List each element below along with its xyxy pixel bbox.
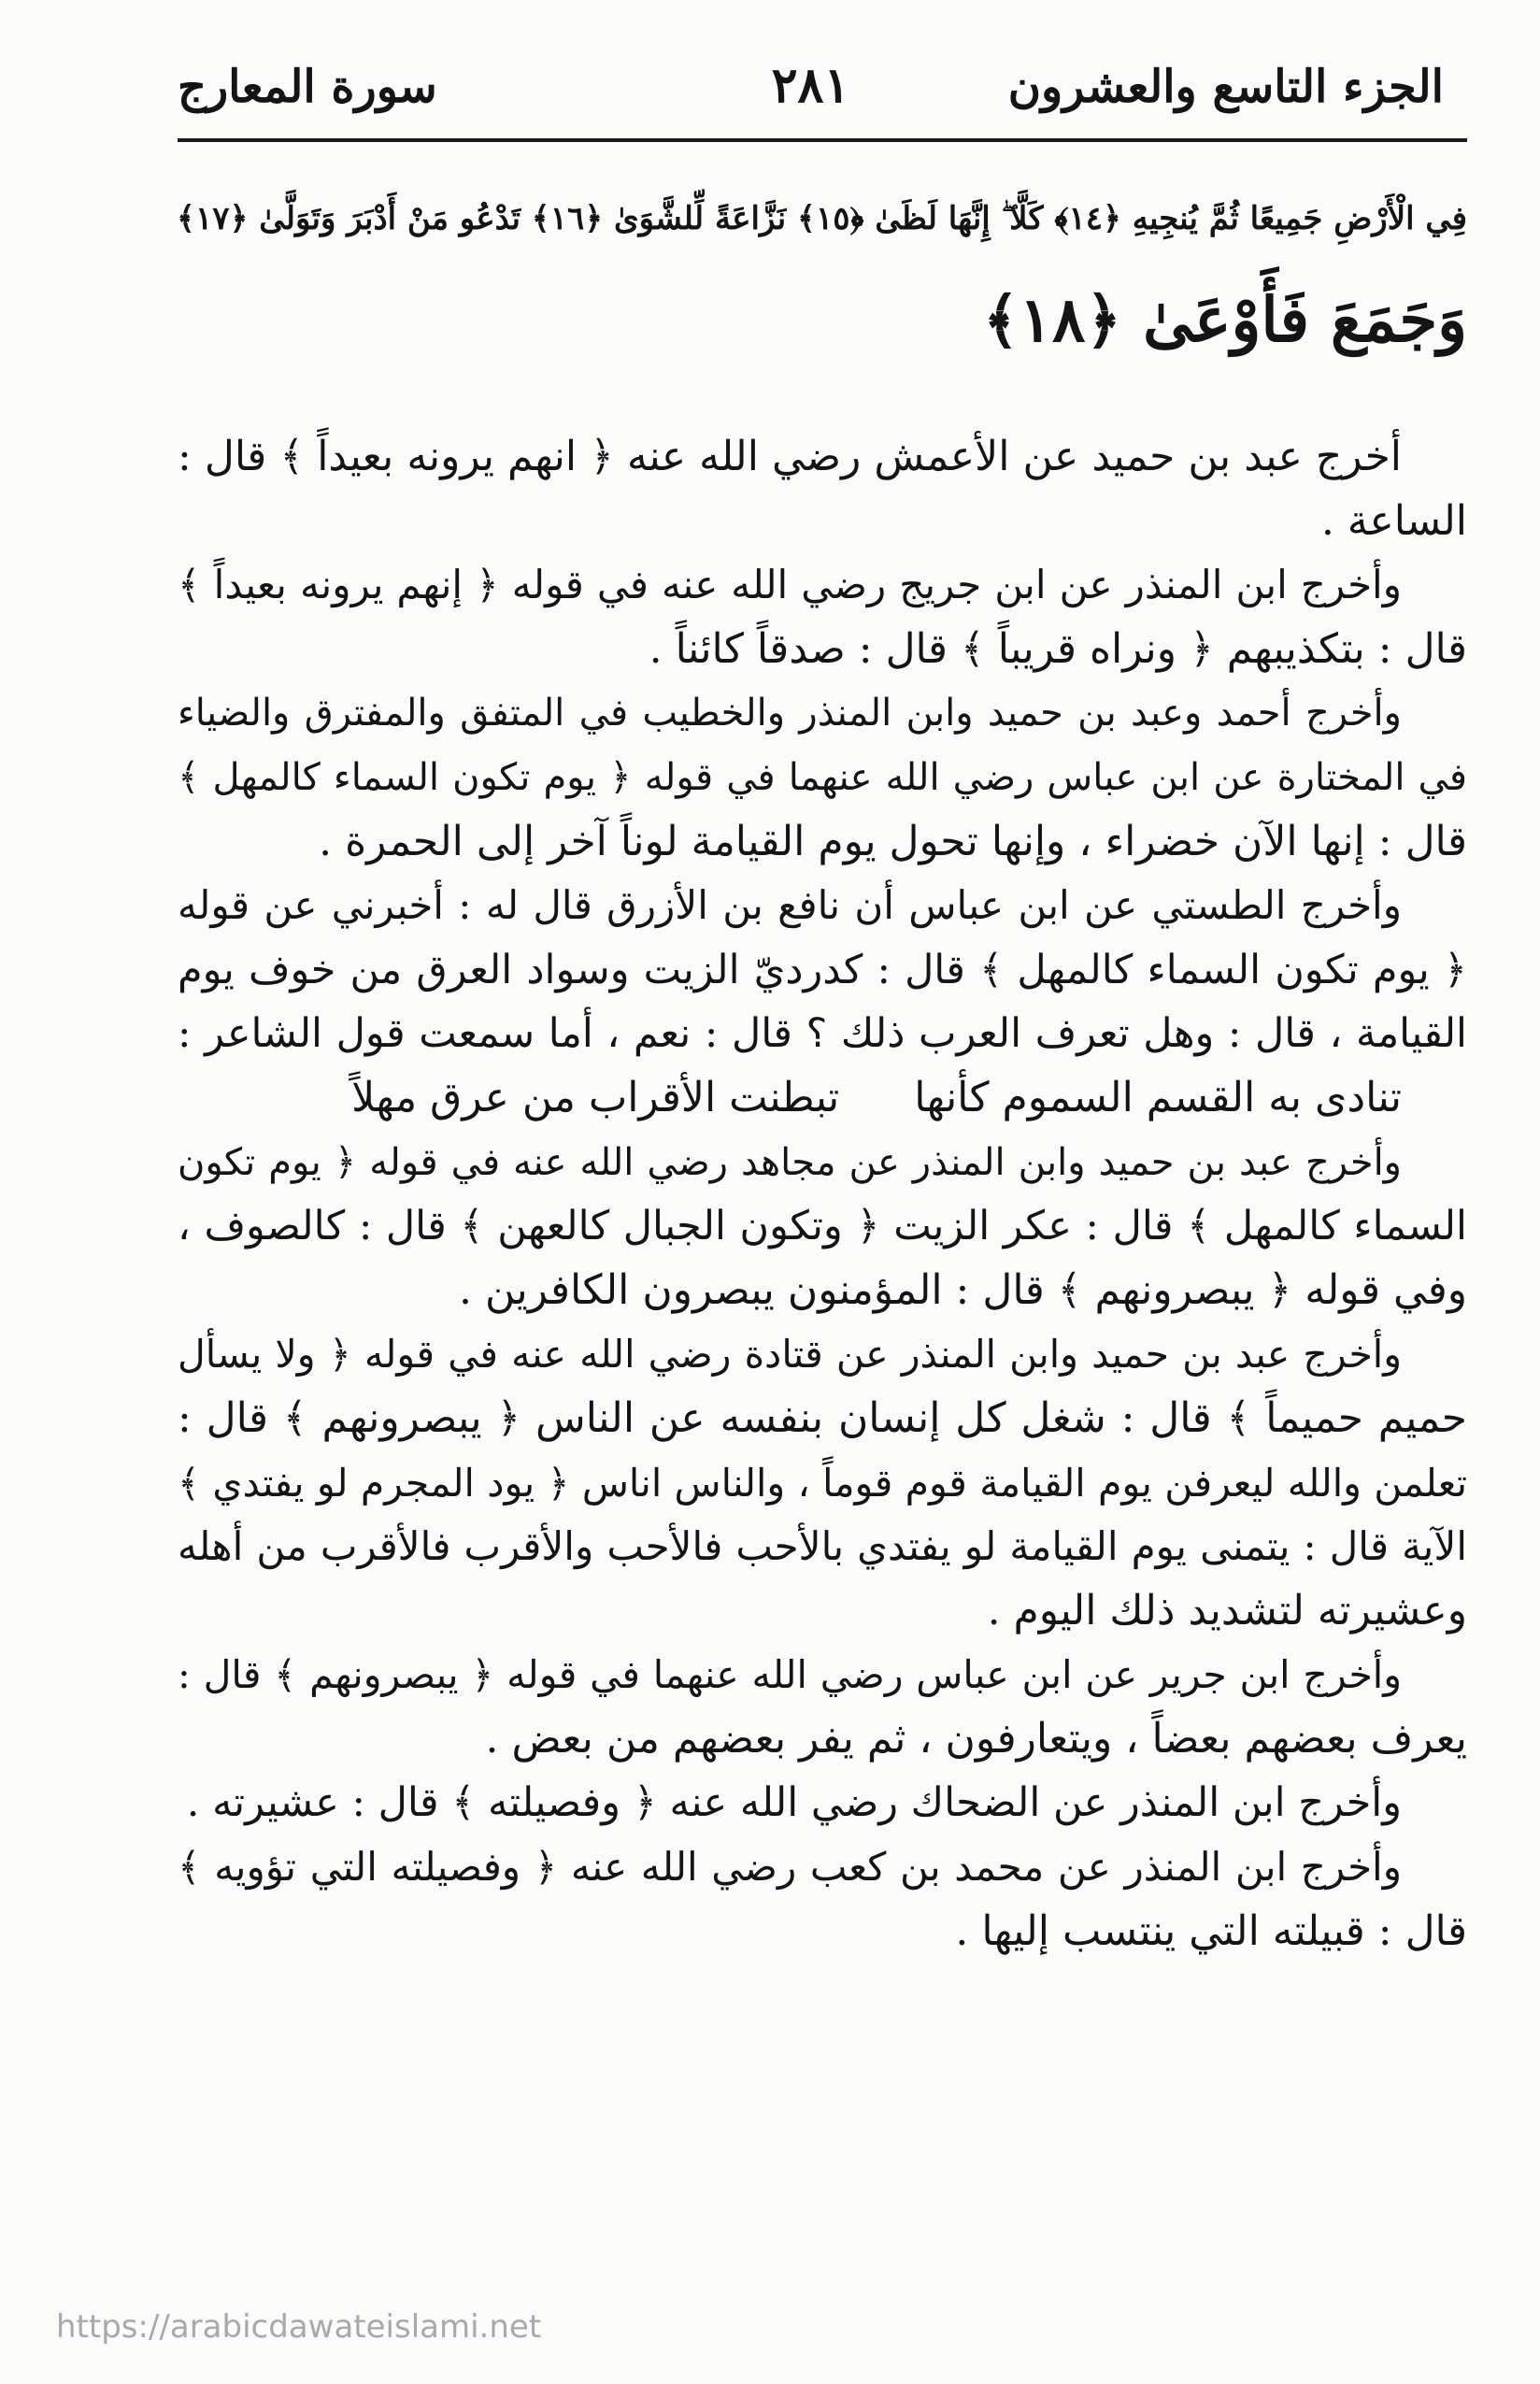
text-line: وأخرج الطستي عن ابن عباس أن نافع بن الأزرق قال له : أخبرني عن قوله	[178, 882, 1402, 929]
page-number: ٢٨١	[771, 57, 850, 114]
text-line: وعشيرته لتشديد ذلك اليوم .	[987, 1586, 1467, 1635]
text-line: في المختارة عن ابن عباس رضي الله عنهما في قوله ﴿ يوم تكون السماء كالمهل ﴾	[178, 755, 1467, 799]
poem-verse	[178, 1066, 1467, 1131]
text-line: أخرج عبد بن حميد عن الأعمش رضي الله عنه ﴿ انهم يرونه بعيداً ﴾ قال :	[178, 433, 1402, 480]
text-line: قال : بتكذيبهم ﴿ ونراه قريباً ﴾ قال : صدقاً كائناً .	[649, 624, 1467, 673]
text-line: وأخرج ابن المنذر عن محمد بن كعب رضي الله عنه ﴿ وفصيلته التي تؤويه ﴾	[178, 1844, 1402, 1891]
page-header	[178, 51, 1444, 140]
watermark-url: https://arabicdawateislami.net	[56, 2308, 542, 2346]
text-line: قال : قبيلته التي ينتسب إليها .	[955, 1906, 1467, 1955]
verse-line-1: فِي الْأَرْضِ جَمِيعًا ثُمَّ يُنجِيهِ ﴿١٤﴾ كَلَّا ۖ إِنَّهَا لَظَىٰ ﴿١٥﴾ نَزَّاعَةً لِّلشَّوَىٰ ﴿١٦﴾ تَدْعُو مَنْ أَدْبَرَ وَتَوَلَّىٰ ﴿١٧﴾	[177, 200, 1467, 237]
verse-line-2: وَجَمَعَ فَأَوْعَىٰ ﴿١٨﴾	[982, 283, 1467, 356]
text-line: ﴿ يوم تكون السماء كالمهل ﴾ قال : كدرديّ الزيت وسواد العرق من خوف يوم	[178, 946, 1467, 993]
text-line: وأخرج أحمد وعبد بن حميد وابن المنذر والخطيب في المتفق والمفترق والضياء	[178, 692, 1402, 735]
quran-verses	[178, 168, 1467, 370]
text-line: الساعة .	[1320, 496, 1467, 545]
text-line: وأخرج عبد بن حميد وابن المنذر عن قتادة رضي الله عنه في قوله ﴿ ولا يسأل	[178, 1332, 1402, 1378]
header-divider	[178, 138, 1467, 142]
juz-title: الجزء التاسع والعشرون	[1007, 61, 1444, 113]
commentary-text	[178, 425, 1467, 1963]
text-line: القيامة ، قال : وهل تعرف العرب ذلك ؟ قال : نعم ، أما سمعت قول الشاعر :	[178, 1010, 1467, 1058]
text-line: قال : إنها الآن خضراء ، وإنها تحول يوم القيامة لوناً آخر إلى الحمرة .	[319, 817, 1467, 865]
text-line: يعرف بعضهم بعضاً ، ويتعارفون ، ثم يفر بعضهم من بعض .	[485, 1714, 1467, 1763]
text-line: وأخرج ابن جرير عن ابن عباس رضي الله عنهما في قوله ﴿ يبصرونهم ﴾ قال :	[178, 1652, 1402, 1698]
text-line: وفي قوله ﴿ يبصرونهم ﴾ قال : المؤمنون يبصرون الكافرين .	[459, 1265, 1467, 1314]
text-line: السماء كالمهل ﴾ قال : عكر الزيت ﴿ وتكون الجبال كالعهن ﴾ قال : كالصوف ،	[178, 1203, 1467, 1250]
text-line: وأخرج عبد بن حميد وابن المنذر عن مجاهد رضي الله عنه في قوله ﴿ يوم تكون	[178, 1140, 1402, 1184]
text-line: حميم حميماً ﴾ قال : شغل كل إنسان بنفسه عن الناس ﴿ يبصرونهم ﴾ قال :	[178, 1393, 1467, 1442]
text-line: وأخرج ابن المنذر عن ابن جريج رضي الله عنه في قوله ﴿ إنهم يرونه بعيداً ﴾	[178, 562, 1402, 608]
poem-hemistich-2: تبطنت الأقراب من عرق مهلاً	[351, 1073, 840, 1121]
surah-title: سورة المعارج	[178, 61, 437, 113]
text-line: الآية قال : يتمنى يوم القيامة لو يفتدي بالأحب فالأحب والأقرب فالأقرب من أهله	[178, 1523, 1467, 1570]
text-line: تعلمن والله ليعرفن يوم القيامة قوم قوماً ، والناس اناس ﴿ يود المجرم لو يفتدي ﴾	[178, 1460, 1467, 1506]
text-line: وأخرج ابن المنذر عن الضحاك رضي الله عنه ﴿ وفصيلته ﴾ قال : عشيرته .	[186, 1779, 1402, 1827]
poem-hemistich-1: تنادى به القسم السموم كأنها	[914, 1073, 1402, 1121]
